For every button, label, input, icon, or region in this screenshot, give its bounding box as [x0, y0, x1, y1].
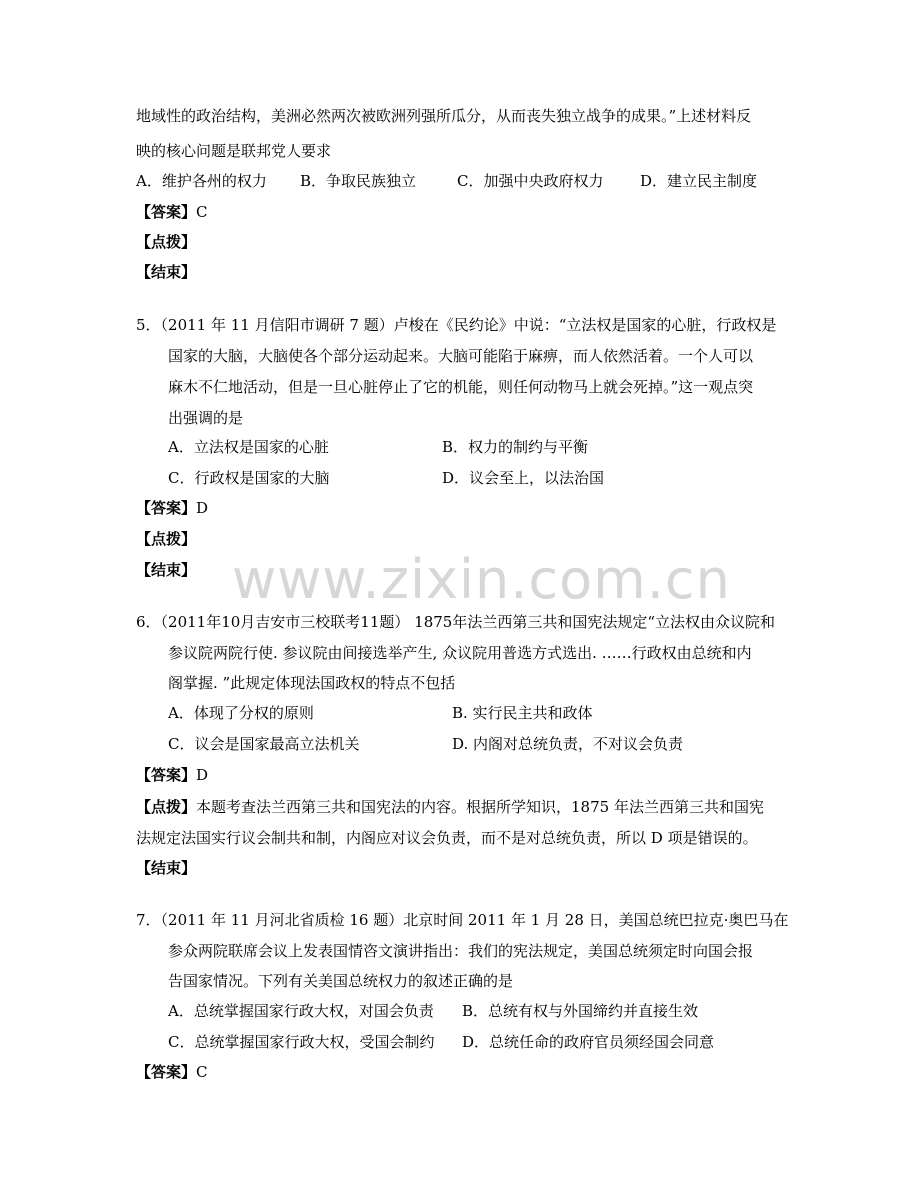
- q5-answer: [136, 498, 208, 518]
- q5-stem-line: 国家的大脑，大脑使各个部分运动起来。大脑可能陷于麻痹，而人依然活着。一个人可以: [168, 347, 754, 365]
- q5-option-b: B．权力的制约与平衡: [442, 438, 589, 456]
- answer-value: C: [196, 203, 208, 221]
- q5-stem-line: 5．（2011 年 11 月信阳市调研 7 题）卢梭在《民约论》中说：“立法权是国家的心脏，行政权是: [136, 316, 777, 334]
- q7-stem-line: 7．（2011 年 11 月河北省质检 16 题）北京时间 2011 年 1 月 28 日，美国总统巴拉克·奥巴马在: [136, 911, 789, 929]
- answer-label: 【答案】: [136, 1063, 197, 1081]
- q4-option-c: C．加强中央政府权力: [457, 172, 604, 190]
- answer-label: 【答案】: [136, 766, 197, 784]
- q6-answer: [136, 765, 208, 785]
- q6-hint: [136, 797, 764, 817]
- q6-option-c: C．议会是国家最高立法机关: [168, 735, 360, 753]
- q6-hint-line: 法规定法国实行议会制共和制，内阁应对议会负责，而不是对总统负责，所以 D 项是错误的。: [136, 829, 758, 847]
- q7-stem-line: 告国家情况。下列有关美国总统权力的叙述正确的是: [168, 972, 514, 990]
- watermark: www.zixin.com.cn: [232, 548, 731, 611]
- q7-option-d: D．总统任命的政府官员须经国会同意: [462, 1033, 715, 1051]
- q6-stem-line: 参议院两院行使. 参议院由间接选举产生, 众议院用普选方式选出. ……行政权由总统和内: [168, 644, 752, 662]
- q5-option-a: A．立法权是国家的心脏: [168, 438, 329, 456]
- hint-label: 【点拨】: [136, 798, 197, 816]
- q4-end-label: 【结束】: [136, 263, 197, 281]
- q5-stem-line: 出强调的是: [168, 409, 244, 427]
- q7-stem-line: 参众两院联席会议上发表国情咨文演讲指出：我们的宪法规定，美国总统须定时向国会报: [168, 942, 754, 960]
- q7-option-a: A．总统掌握国家行政大权，对国会负责: [168, 1002, 434, 1020]
- q6-option-b: B. 实行民主共和政体: [452, 704, 593, 722]
- q4-answer: [136, 202, 208, 222]
- q4-option-a: A．维护各州的权力: [136, 172, 267, 190]
- q6-stem-line: 阁掌握. ”此规定体现法国政权的特点不包括: [168, 674, 456, 692]
- q6-stem-line: 6．（2011年10月吉安市三校联考11题） 1875年法兰西第三共和国宪法规定“立法权由众议院和: [136, 613, 776, 631]
- q4-stem-line: 地域性的政治结构，美洲必然两次被欧洲列强所瓜分，从而丧失独立战争的成果。”上述材料反: [136, 107, 752, 125]
- q4-stem-line: 映的核心问题是联邦党人要求: [136, 142, 332, 160]
- q7-answer: [136, 1062, 208, 1082]
- hint-text: 本题考查法兰西第三共和国宪法的内容。根据所学知识，1875 年法兰西第三共和国宪: [196, 798, 764, 816]
- q6-option-d: D. 内阁对总统负责，不对议会负责: [452, 735, 684, 753]
- answer-value: D: [196, 499, 209, 517]
- q4-hint-label: 【点拨】: [136, 233, 197, 251]
- q5-option-c: C．行政权是国家的大脑: [168, 469, 330, 487]
- q5-option-d: D．议会至上，以法治国: [442, 469, 605, 487]
- q5-stem-line: 麻木不仁地活动，但是一旦心脏停止了它的机能，则任何动物马上就会死掉。”这一观点突: [168, 378, 754, 396]
- q4-option-d: D．建立民主制度: [640, 172, 758, 190]
- q4-option-b: B．争取民族独立: [300, 172, 417, 190]
- q5-end-label: 【结束】: [136, 561, 197, 579]
- q6-end-label: 【结束】: [136, 859, 197, 877]
- q6-option-a: A．体现了分权的原则: [168, 704, 314, 722]
- answer-value: D: [196, 766, 209, 784]
- answer-label: 【答案】: [136, 499, 197, 517]
- answer-value: C: [196, 1063, 208, 1081]
- answer-label: 【答案】: [136, 203, 197, 221]
- q7-option-c: C．总统掌握国家行政大权，受国会制约: [168, 1033, 435, 1051]
- q7-option-b: B．总统有权与外国缔约并直接生效: [462, 1002, 699, 1020]
- q5-hint-label: 【点拨】: [136, 530, 197, 548]
